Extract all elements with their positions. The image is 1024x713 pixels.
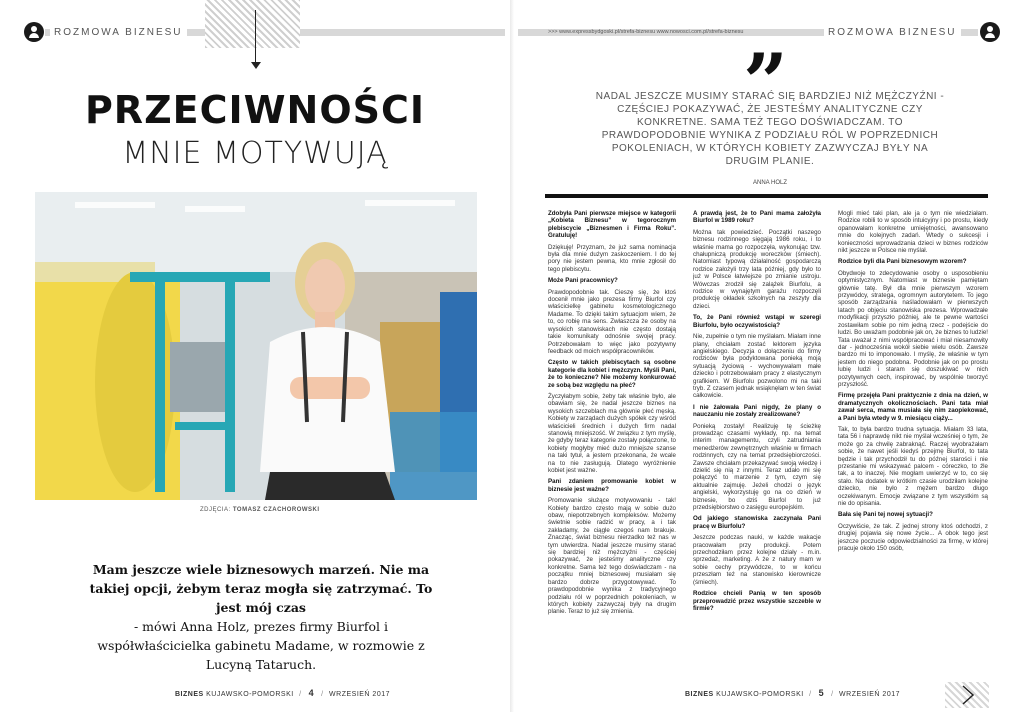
article-title-line1: PRZECIWNOŚCI xyxy=(84,88,426,132)
interview-question: A prawdą jest, że to Pani mama założyła Biurfol w 1989 roku? xyxy=(693,210,821,225)
interview-question: To, że Pani również wstąpi w szeregi Biurfolu, było oczywistością? xyxy=(693,314,821,329)
interview-answer: Można tak powiedzieć. Początki naszego biznesu rodzinnego sięgają 1986 roku, i to właśnie mama go rozpoczęła, wykonując tzw. chałupniczą produkcję woreczków (śmiech). Natomiast typową działalność gospodarczą rodzice założyli trzy lata później, gdy było to już w Polsce łatwiejsze po zmianie ustroju. Wówczas zrodził się zalążek Biurfolu, a rodzice w wynajętym garażu rozpoczęli produkcję okładek szkolnych na zeszyty dla dzieci. xyxy=(693,228,821,310)
interview-question: Od jakiego stanowiska zaczynała Pani pracę w Biurfolu? xyxy=(693,515,821,530)
interview-answer: Prawdopodobnie tak. Cieszę się, że ktoś docenił mnie jako prezesa firmy Biurfol czy właścicielkę gabinetu kosmetologicznego Madame. To dzięki takim sytuacjom wiem, że to, co robię ma sens. Zwłaszcza że osoby na wysokich stanowiskach nie często dostają takie komunikaty odnośnie swojej pracy. Potrzebowałam to więc jako pozytywny feedback od moich współpracowników. xyxy=(548,288,676,355)
photo-credit-name: TOMASZ CZACHOROWSKI xyxy=(232,507,320,513)
interview-question: Często w takich plebiscytach są osobne kategorie dla kobiet i mężczyzn. Myśli Pani, że to konieczne? Nie możemy konkurować ze sobą bez względu na płeć? xyxy=(548,359,676,389)
footer-right: BIZNES KUJAWSKO-POMORSKI / 5 / WRZESIEŃ 2017 xyxy=(685,688,901,698)
hatched-decoration xyxy=(205,0,300,48)
pull-quote-author: ANNA HOLZ xyxy=(752,180,787,186)
footer-region: KUJAWSKO-POMORSKI xyxy=(716,691,804,698)
header-url: >>> www.expressbydgoski.pl/strefa-biznesu www.nowosci.com.pl/strefa-biznesu xyxy=(548,29,744,35)
page-number: 5 xyxy=(818,688,825,698)
footer-brand: BIZNES xyxy=(175,691,204,698)
interview-answer: Oczywiście, że tak. Z jednej strony ktoś odchodzi, z drugiej pojawia się nowe życie... A obok tego jest jeszcze poczucie odpowiedzialności za firmę, w której pracuje około 150 osób, xyxy=(838,522,988,553)
arrow-down-icon xyxy=(255,10,256,65)
page-gutter xyxy=(510,0,514,712)
pull-quote: NADAL JESZCZE MUSIMY STARAĆ SIĘ BARDZIEJ NIŻ MĘŻCZYŹNI - CZĘŚCIEJ POKAZYWAĆ, ŻE JESTEŚMY ANALITYCZNE CZY KONKRETNE. SAMA TEŻ TEGO DOŚWIADCZAM. TO PRAWDOPODOBNIE WYNIKA Z PODZIAŁU RÓL W POPRZEDNICH POKOLENIACH, W KTÓRYCH KOBIETY ZAZWYCZAJ BYŁY NA DRUGIM PLANIE. xyxy=(595,91,945,167)
lead-normal: - mówi Anna Holz, prezes firmy Biurfol i współwłaścicielka gabinetu Madame, w rozmowie z Lucyną Tataruch. xyxy=(97,619,425,672)
interview-answer: Ponieką zostały! Realizuję tę ścieżkę prowadząc czasami wykłady, np. na temat interim managementu, czyli zatrudniania menedżerów zewnętrznych właśnie w firmach rodzinnych, czy na temat przedsiębiorczości. Zawsze chciałam przekazywać swoją wiedzę i dzielić się nią z innymi. Teraz udało mi się połączyć to marzenie z tym, czym się aktualnie zajmuję. Jeżeli chodzi o język angielski, wykorzystuję go na co dzień w biznesie, bo dziś Biurfol to już przedsiębiorstwo o zasięgu europejskim. xyxy=(693,422,821,512)
interview-answer: Życzyłabym sobie, żeby tak właśnie było, ale obawiam się, że nadal jeszcze biznes na wysokich szczeblach ma głównie płeć męską. Kobiety w zarządach dużych spółek czy wśród właścicieli średnich i dużych firm nadal stanowią mniejszość. W związku z tym myślę, że gdyby teraz kategorie zostały połączone, to kobiety mogłyby mieć dużo mniejsze szanse na taki tytuł, a jestem przekonana, że wcale na to nie zasługują. Dlatego wyróżnienie kobiet jest ważne. xyxy=(548,392,676,474)
text-column-2 xyxy=(693,210,821,682)
interview-answer: Nie, zupełnie o tym nie myślałam. Miałam inne plany, chciałam zostać lektorem języka angielskiego. Decyzja o dołączeniu do firmy rodziców była podyktowana ponieką moją sytuacją życiową - wychowywałam małe dziecko i potrzebowałam pracy z elastycznym grafikiem. W Biurfolu pozwolono mi na taki tryb. Z czasem jednak wsiąknęłam w ten świat całkowicie. xyxy=(693,333,821,400)
divider xyxy=(545,194,988,198)
article-lead xyxy=(80,560,442,674)
page-number: 4 xyxy=(308,688,315,698)
footer-region: KUJAWSKO-POMORSKI xyxy=(206,691,294,698)
factory-portrait-illustration xyxy=(35,192,477,500)
interview-answer: Jeszcze podczas nauki, w każde wakacje pracowałam przy produkcji. Potem przechodziłam przez kolejne działy - m.in. sprzedaż, marketing. A że z natury mam w sobie cechy przywódcze, to w końcu przeszłam też na stanowisko kierownicze (śmiech). xyxy=(693,534,821,586)
interview-question: I nie żałowała Pani nigdy, że plany o nauczaniu nie zostały zrealizowane? xyxy=(693,403,821,419)
interview-question: Może Pani pracownicy? xyxy=(548,277,618,285)
lead-bold: Mam jeszcze wiele biznesowych marzeń. Nie ma takiej opcji, żebym teraz mogła się zatrzymać. To jest mój czas xyxy=(89,562,433,615)
article-title-line2: MNIE MOTYWUJĄ xyxy=(122,136,388,171)
interview-question: Bała się Pani tej nowej sytuacji? xyxy=(838,511,933,519)
section-label-right: ROZMOWA BIZNESU xyxy=(824,27,961,38)
next-page-chevron-icon[interactable] xyxy=(945,682,989,708)
interview-answer: Tak, to była bardzo trudna sytuacja. Miałam 33 lata, tata 56 i naprawdę nikt nie myślał wcześniej o tym, że może go za chwilę zabraknąć. Raczej wyobrażałam sobie, że nawet jeśli kiedyś przejmę Biurfol, to tata będzie i tak przychodził tu do późnej starości i nie przestanie mi wskazywać palcem - córeczko, to źle tak, a to inaczej. Nie mogłam uwierzyć w to, co się stało. Na dodatek w krótkim czasie urodziłam kolejne dziecko, nie było z mężem bardzo długo oczekiwanym. Emocje związane z tym wszystkim są nie do opisania. xyxy=(838,425,988,508)
interview-question: Firmę przejęła Pani praktycznie z dnia na dzień, w dramatycznych okolicznościach. Pani tata miał zawał serca, mama musiała się nim zaopiekować, a Pani była wtedy w 9. miesiącu ciąży... xyxy=(838,392,988,422)
footer-date: WRZESIEŃ 2017 xyxy=(839,691,901,698)
interview-answer: Promowanie służące motywowaniu - tak! Kobiety bardzo często mają w sobie dużo obaw, niepotrzebnych kompleksów. Możemy świetnie sobie radzić w pracy, a i tak zakładamy, że ciągle czegoś nam brakuje. Znacząc, świat biznesu nierzadko też nas w tym utwierdza. Nadal jeszcze musimy starać się bardziej niż mężczyźni - częściej pokazywać, że jesteśmy analityczne czy konkretne. Sama też tego doświadczam - na początku mniej biznesowej musiałam się bardzo dobrze przygotowywać. To prawdopodobnie wynika z tradycyjnego podziału ról w poprzednich pokoleniach, w których kobiety zazwyczaj były na drugim planie. Teraz to już się zmienia. xyxy=(548,497,676,616)
interview-question: Pani zdaniem promowanie kobiet w biznesie jest ważne? xyxy=(548,478,676,493)
arrow-head-icon xyxy=(251,62,261,69)
interview-answer: Dziękuję! Przyznam, że już sama nominacja była dla mnie dużym zaskoczeniem. I do tej pory nie jestem pewna, kto mnie zgłosił do tego plebiscytu. xyxy=(548,243,676,273)
text-column-3 xyxy=(838,210,988,682)
interview-question: Zdobyła Pani pierwsze miejsce w kategorii „Kobieta Biznesu” w tegorocznym plebiscycie „Biznesmen i Firma Roku”. Gratuluję! xyxy=(548,210,676,240)
text-column-1 xyxy=(548,210,676,682)
interview-answer: Mogli mieć taki plan, ale ja o tym nie wiedziałam. Rodzice robili to w sposób intuicyjny i po prostu, kiedy opanowałam konkretne umiejętności, awansowano mnie do kolejnych zadań. Wtedy o sukcesji i konieczności wprowadzania dzieci w biznes rodziców nikt jeszcze w Polsce nie myślał. xyxy=(838,210,988,255)
section-label-left: ROZMOWA BIZNESU xyxy=(50,27,187,38)
person-icon xyxy=(24,22,44,42)
interview-answer: Obydwoje to zdecydowanie osoby o usposobieniu optymistycznym. Natomiast w biznesie pamiętam głównie tatę. Był dla mnie pierwszym wzorem przywódcy, stratega, ogromnym autorytetem. To jego sposób zarządzania naśladowałam w pierwszych latach po objęciu stanowiska prezesa. Wprowadzałe modyfikacji przyszło później, ale te pewne wartości zostawiłam sobie po nim jedną rzecz - podejście do ludzi. Bo uważam podobnie jak on, że biznes to ludzie! Tata uważał z nimi współpracować i miał niesamowity dar - jednocześnia wokół siebie wielu osób. Zawsze bardzo mi to imponowało. I myślę, że właśnie w tym jestem do niego podobna. Podobnie jak on po prostu lubię ludzi i staram się doszukiwać w nich pozytywnych cech, inspirować, by wspólnie tworzyć przyszłość. xyxy=(838,269,988,388)
footer-brand: BIZNES xyxy=(685,691,714,698)
person-icon xyxy=(980,22,1000,42)
interview-question: Rodzice chcieli Panią w ten sposób przeprowadzić przez wszystkie szczeble w firmie? xyxy=(693,590,821,612)
quote-mark-icon: ” xyxy=(743,37,788,128)
article-photo xyxy=(35,192,477,500)
footer-left: BIZNES KUJAWSKO-POMORSKI / 4 / WRZESIEŃ 2017 xyxy=(175,688,391,698)
photo-credit xyxy=(200,507,320,513)
interview-question: Rodzice byli dla Pani biznesowym wzorem? xyxy=(838,258,967,266)
footer-date: WRZESIEŃ 2017 xyxy=(329,691,391,698)
photo-credit-label: ZDJĘCIA: xyxy=(200,507,231,513)
